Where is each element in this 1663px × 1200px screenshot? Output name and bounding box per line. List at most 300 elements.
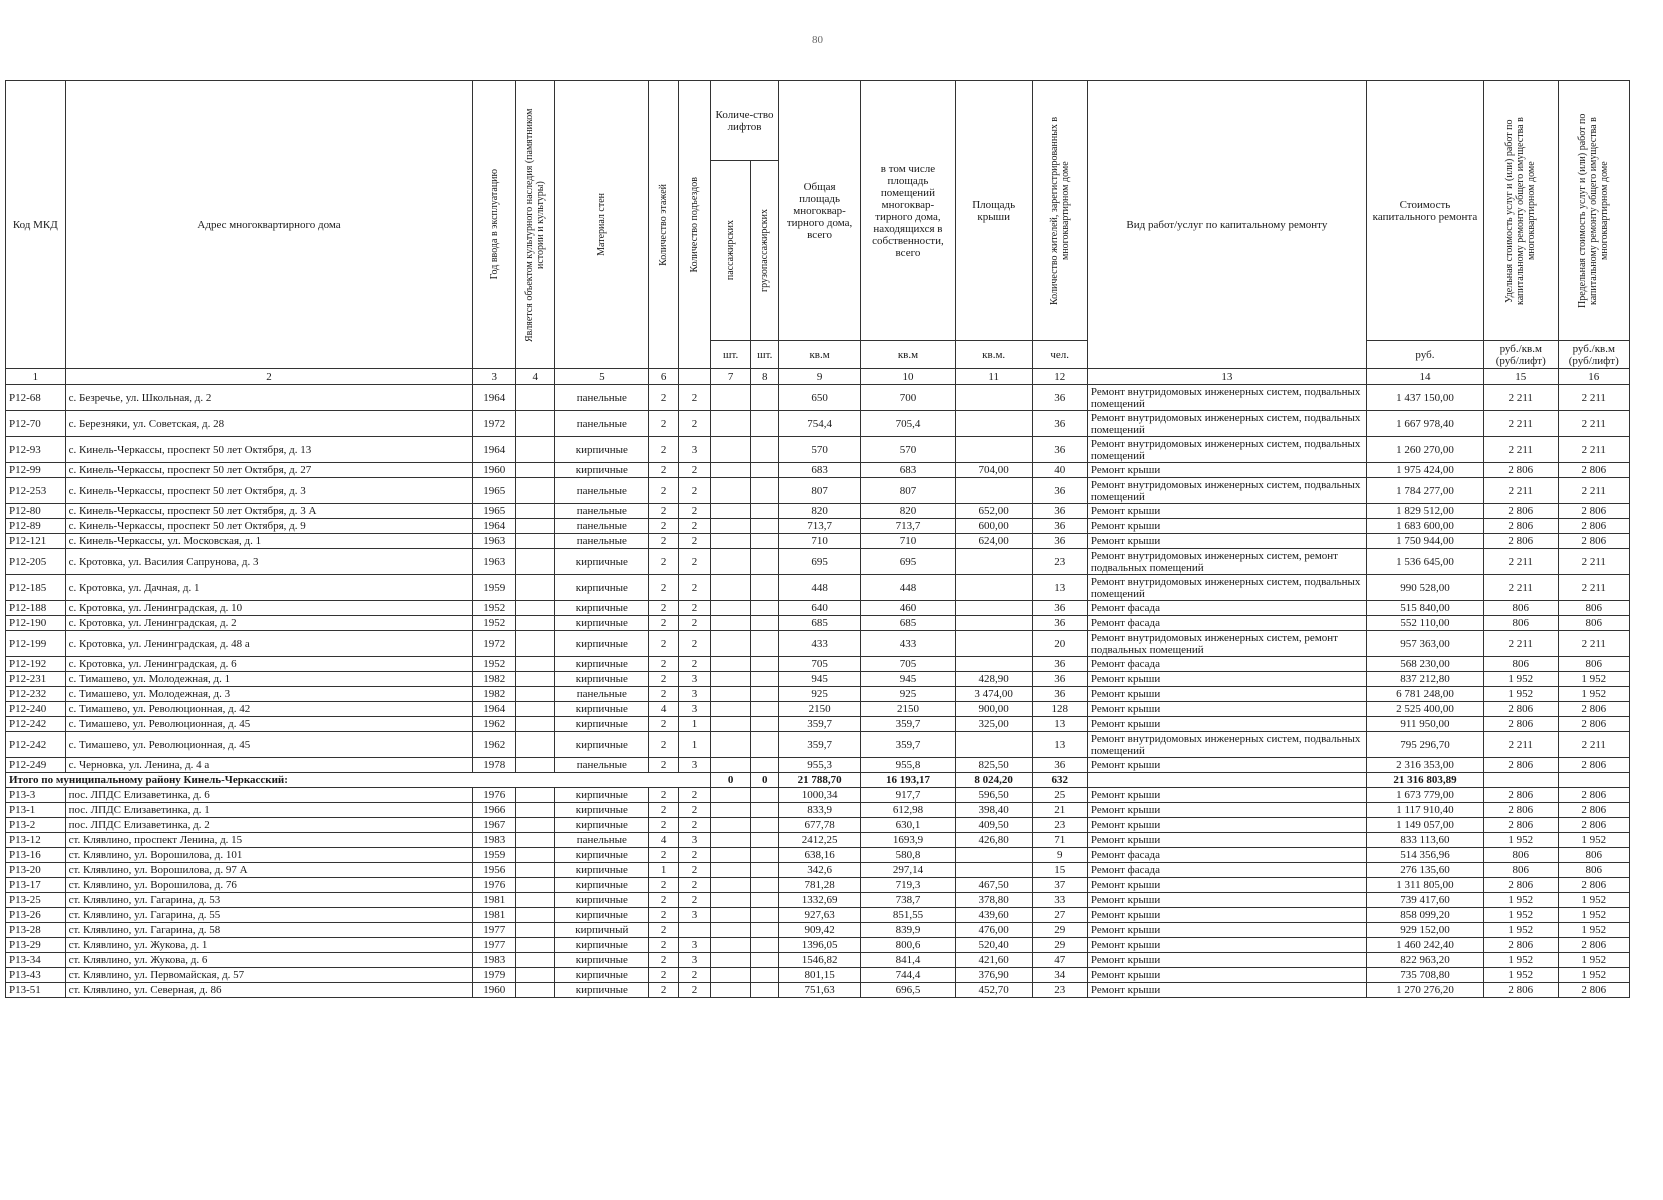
cell-unit-cost: 2 211 xyxy=(1484,478,1559,504)
cell-lifts-passenger xyxy=(710,878,750,893)
cell-code: P12-89 xyxy=(6,519,66,534)
cell-limit-cost: 2 806 xyxy=(1558,788,1629,803)
cell-roof-area: 520,40 xyxy=(955,938,1032,953)
cell-heritage xyxy=(516,672,555,687)
cell-cost: 1 975 424,00 xyxy=(1366,463,1483,478)
cell-address: ст. Клявлино, ул. Ворошилова, д. 97 А xyxy=(65,863,473,878)
cell-entrances: 2 xyxy=(678,863,710,878)
cell-year: 1964 xyxy=(473,437,516,463)
table-row xyxy=(6,818,1630,833)
cell-roof-area: 596,50 xyxy=(955,788,1032,803)
cell-heritage xyxy=(516,893,555,908)
cell-area-owned: 705,4 xyxy=(861,411,956,437)
cell-roof-area: 900,00 xyxy=(955,702,1032,717)
cell-roof-area: 825,50 xyxy=(955,758,1032,773)
cell-area-owned: 685 xyxy=(861,616,956,631)
table-row xyxy=(6,908,1630,923)
cell-works: Ремонт фасада xyxy=(1087,616,1366,631)
cell-lifts-passenger xyxy=(710,504,750,519)
cell-entrances xyxy=(678,923,710,938)
cell-unit-cost: 2 211 xyxy=(1484,732,1559,758)
col-number: 1 xyxy=(6,369,66,385)
cell-code: P13-1 xyxy=(6,803,66,818)
cell-entrances: 2 xyxy=(678,631,710,657)
cell-year: 1979 xyxy=(473,968,516,983)
cell-floors: 2 xyxy=(649,549,679,575)
table-row xyxy=(6,519,1630,534)
cell-area-owned: 570 xyxy=(861,437,956,463)
cell-area-owned: 945 xyxy=(861,672,956,687)
cell-year: 1959 xyxy=(473,848,516,863)
cell-entrances: 2 xyxy=(678,893,710,908)
cell-code: P12-68 xyxy=(6,385,66,411)
cell-address: ст. Клявлино, проспект Ленина, д. 15 xyxy=(65,833,473,848)
header-code: Код МКД xyxy=(6,81,66,369)
cell-area-owned: 359,7 xyxy=(861,717,956,732)
cell-works: Ремонт внутридомовых инженерных систем, ремонт подвальных помещений xyxy=(1087,631,1366,657)
cell-residents: 9 xyxy=(1032,848,1087,863)
cell-cost: 735 708,80 xyxy=(1366,968,1483,983)
cell-works: Ремонт крыши xyxy=(1087,672,1366,687)
cell-limit-cost: 2 211 xyxy=(1558,385,1629,411)
cell-address: ст. Клявлино, ул. Жукова, д. 6 xyxy=(65,953,473,968)
cell-area-total: 650 xyxy=(779,385,861,411)
cell-area-owned: 612,98 xyxy=(861,803,956,818)
cell-works: Ремонт крыши xyxy=(1087,758,1366,773)
table-row xyxy=(6,803,1630,818)
cell-lifts-cargo xyxy=(751,478,779,504)
cell-code: P13-26 xyxy=(6,908,66,923)
cell-area-total: 448 xyxy=(779,575,861,601)
table-row xyxy=(6,923,1630,938)
cell-lifts-cargo xyxy=(751,803,779,818)
cell-cost: 1 750 944,00 xyxy=(1366,534,1483,549)
cell-heritage xyxy=(516,519,555,534)
cell-area-owned: 359,7 xyxy=(861,732,956,758)
cell-area-total: 359,7 xyxy=(779,732,861,758)
cell-residents: 47 xyxy=(1032,953,1087,968)
cell-limit-cost: 1 952 xyxy=(1558,923,1629,938)
cell-address: с. Кинель-Черкассы, проспект 50 лет Октября, д. 3 xyxy=(65,478,473,504)
cell-area-owned: 580,8 xyxy=(861,848,956,863)
cell-residents: 13 xyxy=(1032,732,1087,758)
cell-lifts-passenger xyxy=(710,437,750,463)
cell-year: 1952 xyxy=(473,616,516,631)
cell-code: P12-192 xyxy=(6,657,66,672)
header-wall: Материал стен xyxy=(555,81,649,369)
header-entrances: Количество подъездов xyxy=(678,81,710,369)
cell-address: с. Тимашево, ул. Революционная, д. 45 xyxy=(65,732,473,758)
cell-limit-cost: 2 211 xyxy=(1558,478,1629,504)
cell-area-total: 2412,25 xyxy=(779,833,861,848)
cell-wall-material: панельные xyxy=(555,534,649,549)
cell-floors: 2 xyxy=(649,717,679,732)
table-row xyxy=(6,657,1630,672)
cell-limit-cost: 806 xyxy=(1558,863,1629,878)
cell-area-total: 570 xyxy=(779,437,861,463)
cell-works: Ремонт фасада xyxy=(1087,601,1366,616)
cell-code: P13-3 xyxy=(6,788,66,803)
cell-lifts-cargo xyxy=(751,908,779,923)
cell-roof-area: 421,60 xyxy=(955,953,1032,968)
cell-entrances: 3 xyxy=(678,833,710,848)
header-year: Год ввода в эксплуатацию xyxy=(473,81,516,369)
cell-lifts-cargo xyxy=(751,878,779,893)
cell-entrances: 3 xyxy=(678,687,710,702)
cell-floors: 2 xyxy=(649,893,679,908)
cell-unit-cost: 2 806 xyxy=(1484,758,1559,773)
cell-heritage xyxy=(516,908,555,923)
table-row xyxy=(6,549,1630,575)
cell-works: Ремонт крыши xyxy=(1087,788,1366,803)
cell-roof-area xyxy=(955,848,1032,863)
total-cost: 21 316 803,89 xyxy=(1366,773,1483,788)
unit-cost: руб. xyxy=(1366,341,1483,369)
cell-roof-area: 600,00 xyxy=(955,519,1032,534)
cell-works: Ремонт фасада xyxy=(1087,848,1366,863)
cell-year: 1952 xyxy=(473,657,516,672)
cell-code: P12-232 xyxy=(6,687,66,702)
header-address: Адрес многоквартирного дома xyxy=(65,81,473,369)
table-row xyxy=(6,463,1630,478)
cell-lifts-cargo xyxy=(751,863,779,878)
cell-wall-material: кирпичные xyxy=(555,938,649,953)
cell-code: P12-199 xyxy=(6,631,66,657)
cell-limit-cost: 2 211 xyxy=(1558,575,1629,601)
cell-entrances: 2 xyxy=(678,478,710,504)
cell-address: ст. Клявлино, ул. Ворошилова, д. 76 xyxy=(65,878,473,893)
cell-entrances: 2 xyxy=(678,803,710,818)
cell-code: P12-99 xyxy=(6,463,66,478)
cell-entrances: 2 xyxy=(678,788,710,803)
cell-residents: 29 xyxy=(1032,923,1087,938)
cell-residents: 36 xyxy=(1032,385,1087,411)
cell-lifts-passenger xyxy=(710,848,750,863)
cell-address: с. Тимашево, ул. Революционная, д. 42 xyxy=(65,702,473,717)
cell-lifts-cargo xyxy=(751,983,779,998)
cell-residents: 36 xyxy=(1032,519,1087,534)
cell-area-owned: 1693,9 xyxy=(861,833,956,848)
cell-heritage xyxy=(516,385,555,411)
cell-entrances: 3 xyxy=(678,702,710,717)
cell-lifts-cargo xyxy=(751,923,779,938)
cell-floors: 2 xyxy=(649,657,679,672)
cell-limit-cost: 806 xyxy=(1558,616,1629,631)
cell-roof-area: 439,60 xyxy=(955,908,1032,923)
cell-limit-cost: 1 952 xyxy=(1558,893,1629,908)
cell-cost: 1 117 910,40 xyxy=(1366,803,1483,818)
cell-address: с. Кинель-Черкассы, проспект 50 лет Октября, д. 3 А xyxy=(65,504,473,519)
cell-year: 1963 xyxy=(473,549,516,575)
cell-area-total: 683 xyxy=(779,463,861,478)
cell-works: Ремонт крыши xyxy=(1087,803,1366,818)
cell-works: Ремонт внутридомовых инженерных систем, подвальных помещений xyxy=(1087,437,1366,463)
cell-residents: 29 xyxy=(1032,938,1087,953)
cell-cost: 1 683 600,00 xyxy=(1366,519,1483,534)
cell-wall-material: кирпичные xyxy=(555,953,649,968)
cell-address: с. Березняки, ул. Советская, д. 28 xyxy=(65,411,473,437)
cell-floors: 2 xyxy=(649,818,679,833)
cell-year: 1960 xyxy=(473,983,516,998)
cell-roof-area xyxy=(955,575,1032,601)
header-heritage: Является объектом культурного наследия (памятником истории и культуры) xyxy=(516,81,555,369)
cell-address: ст. Клявлино, ул. Гагарина, д. 58 xyxy=(65,923,473,938)
unit-residents: чел. xyxy=(1032,341,1087,369)
table-row xyxy=(6,848,1630,863)
cell-lifts-cargo xyxy=(751,549,779,575)
cell-heritage xyxy=(516,478,555,504)
cell-area-total: 1396,05 xyxy=(779,938,861,953)
cell-heritage xyxy=(516,923,555,938)
cell-area-total: 695 xyxy=(779,549,861,575)
cell-unit-cost: 2 211 xyxy=(1484,411,1559,437)
cell-lifts-passenger xyxy=(710,758,750,773)
cell-wall-material: кирпичные xyxy=(555,788,649,803)
cell-limit-cost: 2 806 xyxy=(1558,504,1629,519)
cell-code: P13-16 xyxy=(6,848,66,863)
table-row xyxy=(6,968,1630,983)
cell-cost: 833 113,60 xyxy=(1366,833,1483,848)
cell-floors: 4 xyxy=(649,833,679,848)
cell-works: Ремонт крыши xyxy=(1087,923,1366,938)
cell-floors: 2 xyxy=(649,601,679,616)
cell-cost: 515 840,00 xyxy=(1366,601,1483,616)
cell-lifts-cargo xyxy=(751,519,779,534)
cell-entrances: 3 xyxy=(678,953,710,968)
col-number: 2 xyxy=(65,369,473,385)
cell-roof-area: 378,80 xyxy=(955,893,1032,908)
cell-unit-cost: 1 952 xyxy=(1484,893,1559,908)
table-row xyxy=(6,878,1630,893)
cell-entrances: 2 xyxy=(678,601,710,616)
cell-area-owned: 917,7 xyxy=(861,788,956,803)
cell-unit-cost: 2 806 xyxy=(1484,534,1559,549)
cell-cost: 276 135,60 xyxy=(1366,863,1483,878)
table-body-section-2 xyxy=(6,788,1630,998)
cell-floors: 2 xyxy=(649,848,679,863)
cell-unit-cost: 2 806 xyxy=(1484,463,1559,478)
cell-year: 1956 xyxy=(473,863,516,878)
cell-year: 1959 xyxy=(473,575,516,601)
cell-code: P13-51 xyxy=(6,983,66,998)
cell-code: P13-2 xyxy=(6,818,66,833)
cell-area-owned: 297,14 xyxy=(861,863,956,878)
table-row xyxy=(6,534,1630,549)
cell-residents: 36 xyxy=(1032,657,1087,672)
cell-roof-area xyxy=(955,732,1032,758)
unit-area-owned: кв.м xyxy=(861,341,956,369)
cell-works: Ремонт крыши xyxy=(1087,534,1366,549)
unit-area-total: кв.м xyxy=(779,341,861,369)
cell-works: Ремонт внутридомовых инженерных систем, подвальных помещений xyxy=(1087,732,1366,758)
cell-heritage xyxy=(516,687,555,702)
cell-cost: 837 212,80 xyxy=(1366,672,1483,687)
cell-floors: 2 xyxy=(649,385,679,411)
cell-heritage xyxy=(516,702,555,717)
cell-limit-cost: 2 211 xyxy=(1558,411,1629,437)
unit-lifts-pass: шт. xyxy=(710,341,750,369)
cell-code: P13-25 xyxy=(6,893,66,908)
cell-floors: 2 xyxy=(649,803,679,818)
cell-roof-area xyxy=(955,631,1032,657)
cell-area-owned: 820 xyxy=(861,504,956,519)
cell-lifts-passenger xyxy=(710,702,750,717)
cell-residents: 23 xyxy=(1032,549,1087,575)
cell-lifts-passenger xyxy=(710,478,750,504)
cell-limit-cost: 806 xyxy=(1558,657,1629,672)
cell-address: с. Кинель-Черкассы, ул. Московская, д. 1 xyxy=(65,534,473,549)
cell-area-total: 927,63 xyxy=(779,908,861,923)
cell-unit-cost: 2 211 xyxy=(1484,437,1559,463)
page-number: 80 xyxy=(812,34,823,46)
cell-wall-material: кирпичные xyxy=(555,616,649,631)
unit-roof: кв.м. xyxy=(955,341,1032,369)
cell-unit-cost: 1 952 xyxy=(1484,923,1559,938)
cell-code: P12-70 xyxy=(6,411,66,437)
cell-floors: 2 xyxy=(649,758,679,773)
cell-address: ст. Клявлино, ул. Жукова, д. 1 xyxy=(65,938,473,953)
cell-address: с. Безречье, ул. Школьная, д. 2 xyxy=(65,385,473,411)
cell-area-total: 1000,34 xyxy=(779,788,861,803)
cell-floors: 2 xyxy=(649,983,679,998)
cell-heritage xyxy=(516,938,555,953)
unit-unit-cost: руб./кв.м (руб/лифт) xyxy=(1484,341,1559,369)
cell-entrances: 2 xyxy=(678,657,710,672)
cell-code: P12-253 xyxy=(6,478,66,504)
cell-limit-cost: 2 806 xyxy=(1558,758,1629,773)
cell-code: P13-43 xyxy=(6,968,66,983)
table-row xyxy=(6,411,1630,437)
cell-limit-cost: 2 211 xyxy=(1558,549,1629,575)
cell-wall-material: кирпичные xyxy=(555,818,649,833)
cell-roof-area: 398,40 xyxy=(955,803,1032,818)
cell-wall-material: кирпичные xyxy=(555,601,649,616)
cell-year: 1972 xyxy=(473,631,516,657)
cell-entrances: 2 xyxy=(678,575,710,601)
cell-lifts-passenger xyxy=(710,953,750,968)
cell-heritage xyxy=(516,983,555,998)
cell-limit-cost: 2 806 xyxy=(1558,878,1629,893)
cell-address: с. Тимашево, ул. Революционная, д. 45 xyxy=(65,717,473,732)
cell-year: 1960 xyxy=(473,463,516,478)
table-row xyxy=(6,983,1630,998)
cell-cost: 929 152,00 xyxy=(1366,923,1483,938)
cell-area-owned: 800,6 xyxy=(861,938,956,953)
cell-cost: 1 536 645,00 xyxy=(1366,549,1483,575)
cell-entrances: 3 xyxy=(678,938,710,953)
header-lifts: Количе-ство лифтов xyxy=(710,81,778,161)
cell-lifts-passenger xyxy=(710,732,750,758)
cell-area-total: 807 xyxy=(779,478,861,504)
cell-roof-area: 426,80 xyxy=(955,833,1032,848)
cell-limit-cost: 1 952 xyxy=(1558,687,1629,702)
cell-entrances: 2 xyxy=(678,411,710,437)
cell-residents: 36 xyxy=(1032,534,1087,549)
cell-cost: 822 963,20 xyxy=(1366,953,1483,968)
table-row xyxy=(6,702,1630,717)
header-works: Вид работ/услуг по капитальному ремонту xyxy=(1087,81,1366,369)
cell-unit-cost: 2 806 xyxy=(1484,519,1559,534)
cell-area-owned: 744,4 xyxy=(861,968,956,983)
cell-lifts-passenger xyxy=(710,803,750,818)
cell-wall-material: кирпичные xyxy=(555,863,649,878)
cell-unit-cost: 1 952 xyxy=(1484,953,1559,968)
cell-lifts-cargo xyxy=(751,702,779,717)
cell-code: P12-121 xyxy=(6,534,66,549)
col-number: 8 xyxy=(751,369,779,385)
cell-cost: 1 260 270,00 xyxy=(1366,437,1483,463)
cell-unit-cost: 2 806 xyxy=(1484,788,1559,803)
cell-works: Ремонт крыши xyxy=(1087,833,1366,848)
cell-lifts-cargo xyxy=(751,848,779,863)
cell-residents: 36 xyxy=(1032,616,1087,631)
cell-code: P13-34 xyxy=(6,953,66,968)
cell-code: P12-190 xyxy=(6,616,66,631)
cell-wall-material: кирпичные xyxy=(555,631,649,657)
cell-heritage xyxy=(516,968,555,983)
cell-area-total: 1332,69 xyxy=(779,893,861,908)
cell-heritage xyxy=(516,601,555,616)
total-row xyxy=(6,773,1630,788)
cell-limit-cost: 1 952 xyxy=(1558,908,1629,923)
cell-wall-material: кирпичные xyxy=(555,702,649,717)
cell-roof-area: 325,00 xyxy=(955,717,1032,732)
cell-code: P12-93 xyxy=(6,437,66,463)
cell-address: с. Тимашево, ул. Молодежная, д. 1 xyxy=(65,672,473,687)
table-row xyxy=(6,437,1630,463)
cell-floors: 2 xyxy=(649,732,679,758)
cell-code: P13-20 xyxy=(6,863,66,878)
cell-year: 1972 xyxy=(473,411,516,437)
cell-roof-area xyxy=(955,385,1032,411)
cell-wall-material: кирпичные xyxy=(555,968,649,983)
cell-area-owned: 695 xyxy=(861,549,956,575)
cell-area-total: 342,6 xyxy=(779,863,861,878)
cell-lifts-cargo xyxy=(751,953,779,968)
cell-code: P12-205 xyxy=(6,549,66,575)
cell-heritage xyxy=(516,411,555,437)
cell-works: Ремонт фасада xyxy=(1087,863,1366,878)
unit-lifts-cargo: шт. xyxy=(751,341,779,369)
cell-floors: 1 xyxy=(649,863,679,878)
cell-lifts-cargo xyxy=(751,818,779,833)
cell-lifts-cargo xyxy=(751,504,779,519)
cell-cost: 1 270 276,20 xyxy=(1366,983,1483,998)
cell-entrances: 2 xyxy=(678,983,710,998)
cell-area-total: 2150 xyxy=(779,702,861,717)
cell-limit-cost: 2 211 xyxy=(1558,437,1629,463)
cell-residents: 36 xyxy=(1032,437,1087,463)
cell-roof-area xyxy=(955,657,1032,672)
cell-works: Ремонт крыши xyxy=(1087,983,1366,998)
cell-limit-cost: 1 952 xyxy=(1558,968,1629,983)
cell-entrances: 2 xyxy=(678,818,710,833)
cell-floors: 2 xyxy=(649,616,679,631)
cell-area-owned: 719,3 xyxy=(861,878,956,893)
table-row xyxy=(6,672,1630,687)
cell-floors: 2 xyxy=(649,672,679,687)
cell-lifts-cargo xyxy=(751,938,779,953)
cell-residents: 25 xyxy=(1032,788,1087,803)
cell-residents: 20 xyxy=(1032,631,1087,657)
cell-wall-material: кирпичные xyxy=(555,893,649,908)
cell-roof-area xyxy=(955,437,1032,463)
col-number: 5 xyxy=(555,369,649,385)
column-numbers-row xyxy=(6,369,1630,385)
cell-area-total: 909,42 xyxy=(779,923,861,938)
cell-limit-cost: 2 806 xyxy=(1558,463,1629,478)
unit-limit-cost: руб./кв.м (руб/лифт) xyxy=(1558,341,1629,369)
